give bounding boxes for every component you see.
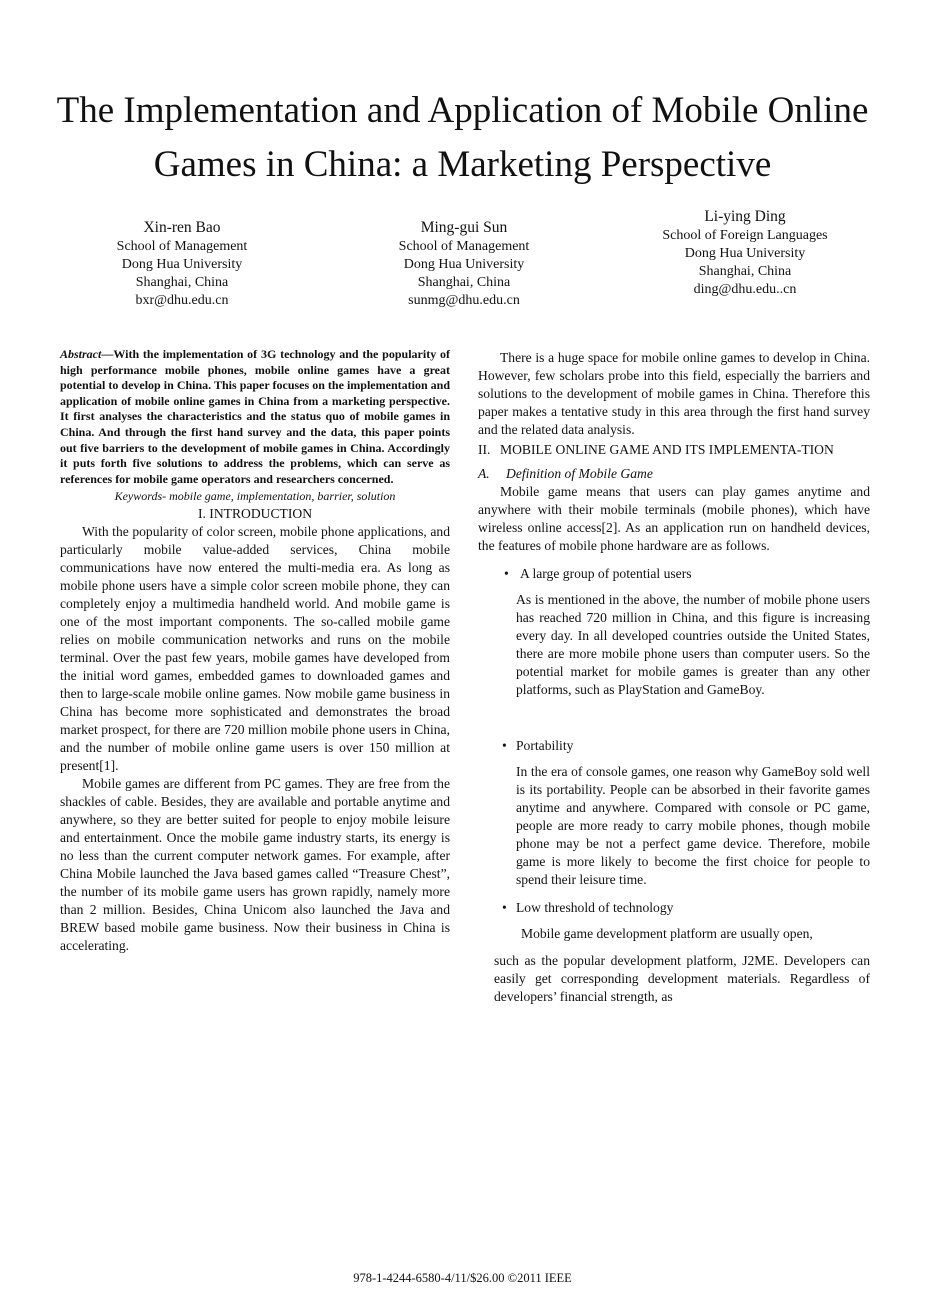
section-title: MOBILE ONLINE GAME AND ITS IMPLEMENTA-TION [500,442,834,457]
bullet-paragraph-3-continued: such as the popular development platform, J2ME. Developers can easily get corresponding development materials. Regardless of developers’ financial strength, as [494,953,870,1004]
author-name: Xin-ren Bao [143,219,221,236]
section-heading-introduction: I. INTRODUCTION [197,506,313,522]
author-email: sunmg@dhu.edu.cn [408,293,520,308]
author-location: Shanghai, China [135,275,229,290]
bullet-item-1 [504,565,870,583]
right-column [478,349,870,1006]
intro-paragraph-2: Mobile games are different from PC games. They are free from the shackles of cable. Besides, they are available and portable anytime and anywhere, so they are better suited for people to enjoy mobile leisure and entertainment. Once the mobile game industry starts, its energy is no less than the current computer network games. For example, after China Mobile launched the Java based games called “Treasure Chest”, the number of its mobile game users has grown rapidly, namely more than 2 million. Besides, China Unicom also launched the Java and BREW based mobile game business. Now their business in China is accelerating. [60,776,450,954]
paper-title: The Implementation and Application of Mobile Online Games in China: a Marketing Perspective [56,90,869,185]
author-univ: Dong Hua University [121,257,243,272]
abstract-text: —With the implementation of 3G technology and the popularity of high performance mobile phones, mobile online games have a great potential to develop in China. This paper focuses on the implementation and application of mobile online games in China from a marketing perspective. It first analyses the characteristics and the status quo of mobile games in China. And through the first hand survey and the data, this paper points out five barriers to the development of mobile games in China. Accordingly it puts forth five solutions to address the problems, which can serve as references for mobile game operators and researchers concerned. [60,347,450,486]
bullet-title: Portability [516,738,574,753]
bullet-paragraph-3: Mobile game development platform are usually open, [521,926,813,941]
bullet-item-2 [502,737,870,755]
author-email: bxr@dhu.edu.cn [135,293,229,308]
author-name: Li-ying Ding [704,208,786,225]
bullet-item-3 [502,899,870,917]
author-block-3 [625,207,865,299]
section-heading-2 [478,441,870,459]
author-location: Shanghai, China [698,264,792,279]
left-column [60,347,450,955]
author-block-1 [62,218,302,310]
author-univ: Dong Hua University [684,246,806,261]
author-dept: School of Management [398,239,530,254]
abstract-label: Abstract [60,347,102,361]
keywords: Keywords- mobile game, implementation, barrier, solution [114,489,396,504]
subsection-label: A. [478,466,490,481]
bullet-paragraph-2: In the era of console games, one reason why GameBoy sold well is its portability. People can be absorbed in their favorite games anytime and anywhere. Compared with console or PC game, people are more ready to carry mobile phones, though mobile phone may be not a perfect game device. Therefore, mobile game is more likely to become the first choice for people to spend their leisure time. [516,764,870,887]
author-univ: Dong Hua University [403,257,525,272]
subsection-title: Definition of Mobile Game [506,466,653,481]
right-paragraph-2: Mobile game means that users can play games anytime and anywhere with their mobile terminals (mobile phones), which have wireless online access[2]. As an application run on handheld devices, the features of mobile phone hardware are as follows. [478,484,870,553]
right-paragraph-1: There is a huge space for mobile online games to develop in China. However, few scholars probe into this field, especially the barriers and solutions to the development of mobile games in China. Therefore this paper makes a tentative study in this area through the first hand survey and the related data analysis. [478,350,870,437]
author-location: Shanghai, China [417,275,511,290]
bullet-icon: • [504,566,509,581]
bullet-icon: • [502,900,507,915]
author-email: ding@dhu.edu..cn [693,282,797,297]
subsection-heading [478,465,870,483]
bullet-title: A large group of potential users [520,566,692,581]
intro-paragraph-1: With the popularity of color screen, mobile phone applications, and particularly mobile value-added services, China mobile communications have now entered the multi-media era. As long as mobile phone users have a simple color screen mobile phone, they can completely enjoy a multimedia handheld world. And mobile game is one of the most important components. The so-called mobile game relies on mobile communication networks and runs on the mobile terminal. Over the past few years, mobile games have developed from the initial word games, embedded games to downloaded games and then to large-scale mobile online games. Now mobile game business in China has become more sophisticated and demonstrates the broad market prospect, for there are 720 million mobile phone users in China, and the number of mobile online game users is over 150 million at present[1]. [60,524,450,774]
author-dept: School of Foreign Languages [662,228,828,243]
bullet-icon: • [502,738,507,753]
page-footer: 978-1-4244-6580-4/11/$26.00 ©2011 IEEE [353,1271,572,1285]
abstract [60,347,450,487]
section-number: II. [478,442,491,457]
author-dept: School of Management [116,239,248,254]
bullet-paragraph-1: As is mentioned in the above, the number of mobile phone users has reached 720 million in China, and this figure is increasing every day. In all developed countries outside the United States, there are more mobile phone users than computer users. So the potential market for mobile games is greater than any other platforms, such as PlayStation and GameBoy. [516,592,870,697]
bullet-title: Low threshold of technology [516,900,674,915]
author-name: Ming-gui Sun [420,219,508,236]
author-block-2 [344,218,584,310]
